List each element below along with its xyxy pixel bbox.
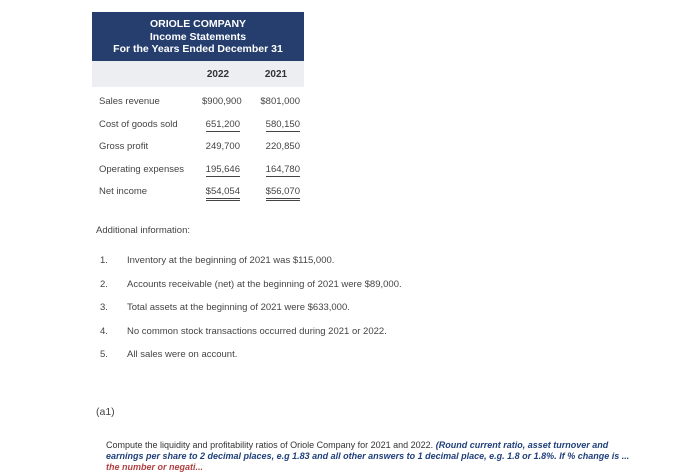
- item-number: 3.: [100, 302, 108, 313]
- year-2021: 2021: [264, 68, 288, 80]
- item-number: 5.: [100, 349, 108, 360]
- value-2022: 651,200: [205, 118, 240, 130]
- value-2021: $56,070: [266, 186, 300, 201]
- value-2021: 220,850: [265, 141, 300, 152]
- value-2021: $801,000: [260, 96, 300, 107]
- row-sales-revenue: [92, 96, 306, 119]
- statement-line-items: [92, 96, 306, 209]
- row-label: Net income: [99, 186, 148, 197]
- row-label: Operating expenses: [99, 163, 185, 175]
- item-number: 2.: [100, 278, 108, 290]
- row-operating-expenses: [92, 164, 306, 187]
- row-cost-of-goods-sold: [92, 119, 306, 142]
- value-2021: 580,150: [265, 118, 300, 130]
- item-text: Accounts receivable (net) at the beginning of 2021 were $89,000.: [127, 278, 402, 290]
- additional-info-heading: Additional information:: [96, 225, 190, 236]
- additional-info-list: [96, 255, 496, 373]
- statement-period: For the Years Ended December 31: [113, 43, 283, 55]
- item-text: Inventory at the beginning of 2021 was $115,000.: [127, 255, 335, 266]
- income-statement: [92, 12, 304, 87]
- instruction-rounding-note: (Round current ratio, asset turnover and earnings per share to 2 decimal places, e.g 1.83 and all other answers to 1 decimal place, e.g. 1.8 or 1.8%. If % change is ...: [106, 440, 630, 461]
- instruction-text: Compute the liquidity and profitability ratios of Oriole Company for 2021 and 2022.: [106, 440, 434, 450]
- statement-header: [92, 12, 304, 61]
- part-label: (a1): [96, 406, 115, 418]
- row-label: Cost of goods sold: [99, 118, 178, 130]
- list-item: [96, 302, 496, 326]
- list-item: [96, 326, 496, 350]
- item-text: All sales were on account.: [127, 349, 238, 360]
- row-label: Sales revenue: [99, 96, 160, 107]
- value-2021: 164,780: [265, 163, 300, 175]
- row-net-income: [92, 186, 306, 209]
- row-gross-profit: [92, 141, 306, 164]
- value-2022: $54,054: [206, 186, 240, 201]
- item-number: 4.: [100, 325, 108, 337]
- question-instruction: [106, 440, 646, 473]
- item-text: No common stock transactions occurred during 2021 or 2022.: [127, 325, 387, 337]
- statement-title: Income Statements: [149, 30, 247, 43]
- item-number: 1.: [100, 255, 108, 266]
- list-item: [96, 349, 496, 373]
- list-item: [96, 279, 496, 303]
- item-text: Total assets at the beginning of 2021 were $633,000.: [127, 302, 350, 313]
- instruction-cutoff: the number or negati...: [106, 462, 204, 472]
- company-name: ORIOLE COMPANY: [149, 18, 247, 30]
- list-item: [96, 255, 496, 279]
- value-2022: $900,900: [202, 96, 242, 107]
- year-2022: 2022: [206, 68, 230, 80]
- value-2022: 249,700: [205, 141, 240, 152]
- value-2022: 195,646: [205, 163, 240, 175]
- year-header-row: [92, 61, 304, 87]
- row-label: Gross profit: [99, 141, 149, 152]
